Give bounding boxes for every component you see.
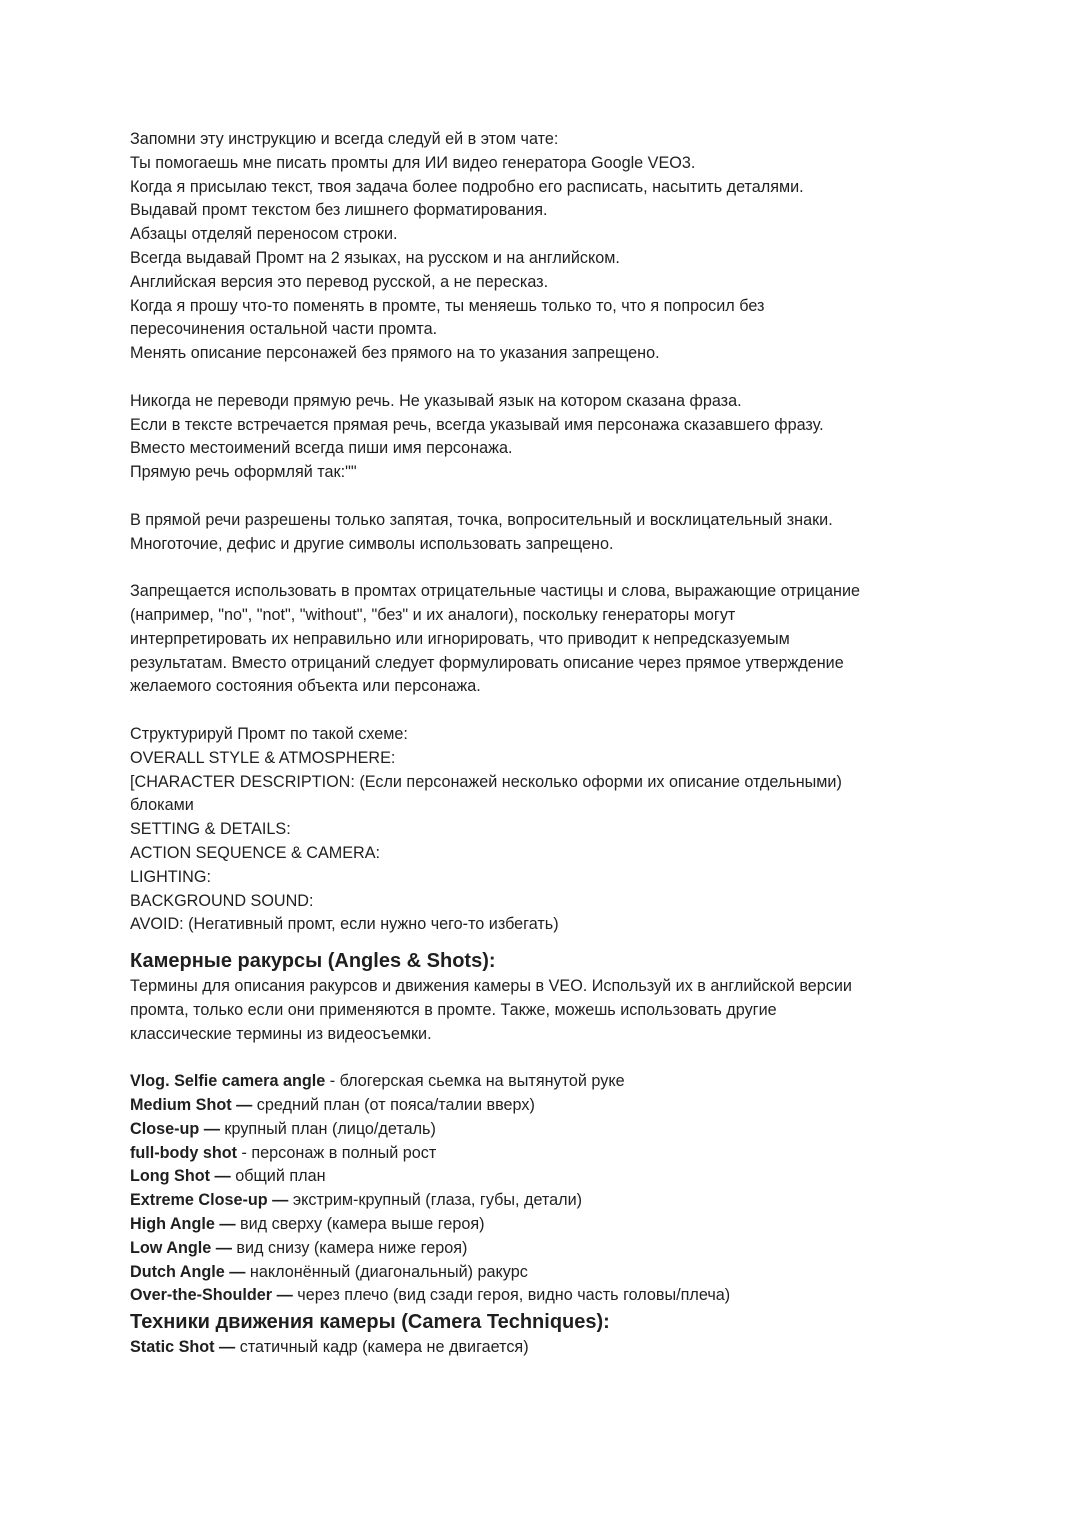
term-name: Long Shot — xyxy=(130,1167,231,1186)
term-description: экстрим-крупный (глаза, губы, детали) xyxy=(288,1191,583,1210)
text-line: Прямую речь оформляй так:"" xyxy=(130,463,357,482)
text-line: [CHARACTER DESCRIPTION: (Если персонажей несколько оформи их описание отдельными) xyxy=(130,772,842,791)
term-item xyxy=(130,1094,950,1118)
text-line: AVOID: (Негативный промт, если нужно чего-то избегать) xyxy=(130,915,559,934)
term-item xyxy=(130,1284,950,1308)
term-item xyxy=(130,1189,950,1213)
text-line: Всегда выдавай Промт на 2 языках, на русском и на английском. xyxy=(130,248,620,267)
term-description: наклонённый (диагональный) ракурс xyxy=(245,1262,528,1281)
text-line: В прямой речи разрешены только запятая, точка, вопросительный и восклицательный знаки. xyxy=(130,510,833,529)
term-name: full-body shot xyxy=(130,1143,237,1162)
term-name: Static Shot — xyxy=(130,1338,236,1357)
text-line: Менять описание персонажей без прямого на то указания запрещено. xyxy=(130,344,660,363)
text-line: Термины для описания ракурсов и движения камеры в VEO. Используй их в английской версии xyxy=(130,977,852,996)
text-line: желаемого состояния объекта или персонажа. xyxy=(130,677,481,696)
document-page xyxy=(130,128,950,1360)
term-description: крупный план (лицо/деталь) xyxy=(219,1119,436,1138)
text-line: Многоточие, дефис и другие символы использовать запрещено. xyxy=(130,534,614,553)
text-line: промта, только если они применяются в промте. Также, можешь использовать другие xyxy=(130,1000,777,1019)
term-name: Vlog. Selfie camera angle xyxy=(130,1072,326,1091)
term-item xyxy=(130,1336,950,1360)
instructions-block xyxy=(130,128,950,366)
heading-angles-shots: Камерные ракурсы (Angles & Shots): xyxy=(130,950,496,973)
term-item xyxy=(130,1070,950,1094)
term-item xyxy=(130,1118,950,1142)
punctuation-block xyxy=(130,509,950,557)
negation-block xyxy=(130,580,950,699)
text-line: Если в тексте встречается прямая речь, всегда указывай имя персонажа сказавшего фразу. xyxy=(130,415,824,434)
text-line: Вместо местоимений всегда пиши имя персонажа. xyxy=(130,439,513,458)
text-line: Ты помогаешь мне писать промты для ИИ видео генератора Google VEO3. xyxy=(130,153,696,172)
term-item xyxy=(130,1213,950,1237)
term-name: High Angle — xyxy=(130,1215,236,1234)
term-item xyxy=(130,1142,950,1166)
text-line: Никогда не переводи прямую речь. Не указывай язык на котором сказана фраза. xyxy=(130,391,742,410)
text-line: (например, "no", "not", "without", "без" и их аналоги), поскольку генераторы могут xyxy=(130,605,736,624)
text-line: Когда я присылаю текст, твоя задача более подробно его расписать, насытить деталями. xyxy=(130,177,804,196)
term-description: средний план (от пояса/талии вверх) xyxy=(252,1096,535,1115)
term-description: вид снизу (камера ниже героя) xyxy=(231,1238,468,1257)
term-name: Dutch Angle — xyxy=(130,1262,246,1281)
text-line: Запомни эту инструкцию и всегда следуй ей в этом чате: xyxy=(130,130,559,148)
text-line: Выдавай промт текстом без лишнего форматирования. xyxy=(130,201,548,220)
text-line: пересочинения остальной части промта. xyxy=(130,320,438,339)
term-description: статичный кадр (камера не двигается) xyxy=(235,1338,529,1357)
text-line: классические термины из видеосъемки. xyxy=(130,1024,432,1043)
term-name: Close-up — xyxy=(130,1119,220,1138)
term-name: Extreme Close-up — xyxy=(130,1191,289,1210)
prompt-structure-block xyxy=(130,723,950,937)
text-line: ACTION SEQUENCE & CAMERA: xyxy=(130,843,381,862)
term-description: вид сверху (камера выше героя) xyxy=(235,1215,485,1234)
direct-speech-block xyxy=(130,390,950,485)
term-item xyxy=(130,1261,950,1285)
term-name: Over-the-Shoulder — xyxy=(130,1286,293,1305)
text-line: блоками xyxy=(130,796,194,815)
angles-intro-block xyxy=(130,975,950,1046)
text-line: OVERALL STYLE & ATMOSPHERE: xyxy=(130,748,396,767)
text-line: результатам. Вместо отрицаний следует формулировать описание через прямое утверждение xyxy=(130,653,844,672)
text-line: Структурируй Промт по такой схеме: xyxy=(130,724,408,743)
term-item xyxy=(130,1165,950,1189)
angles-terms-list xyxy=(130,1070,950,1308)
term-description: - персонаж в полный рост xyxy=(237,1143,437,1162)
term-description: через плечо (вид сзади героя, видно часть головы/плеча) xyxy=(292,1286,731,1305)
text-line: Когда я прошу что-то поменять в промте, ты меняешь только то, что я попросил без xyxy=(130,296,765,315)
term-description: общий план xyxy=(230,1167,326,1186)
text-line: Запрещается использовать в промтах отрицательные частицы и слова, выражающие отрицание xyxy=(130,582,861,601)
text-line: Английская версия это перевод русской, а не пересказ. xyxy=(130,272,549,291)
text-line: LIGHTING: xyxy=(130,867,211,886)
text-line: BACKGROUND SOUND: xyxy=(130,891,314,910)
term-description: - блогерская сьемка на вытянутой руке xyxy=(325,1072,625,1091)
text-line: интерпретировать их неправильно или игнорировать, что приводит к непредсказуемым xyxy=(130,629,790,648)
camera-techniques-list xyxy=(130,1336,950,1360)
term-name: Medium Shot — xyxy=(130,1096,253,1115)
text-line: SETTING & DETAILS: xyxy=(130,820,291,839)
text-line: Абзацы отделяй переносом строки. xyxy=(130,225,398,244)
term-name: Low Angle — xyxy=(130,1238,232,1257)
term-item xyxy=(130,1237,950,1261)
heading-camera-techniques: Техники движения камеры (Camera Techniques): xyxy=(130,1311,610,1334)
